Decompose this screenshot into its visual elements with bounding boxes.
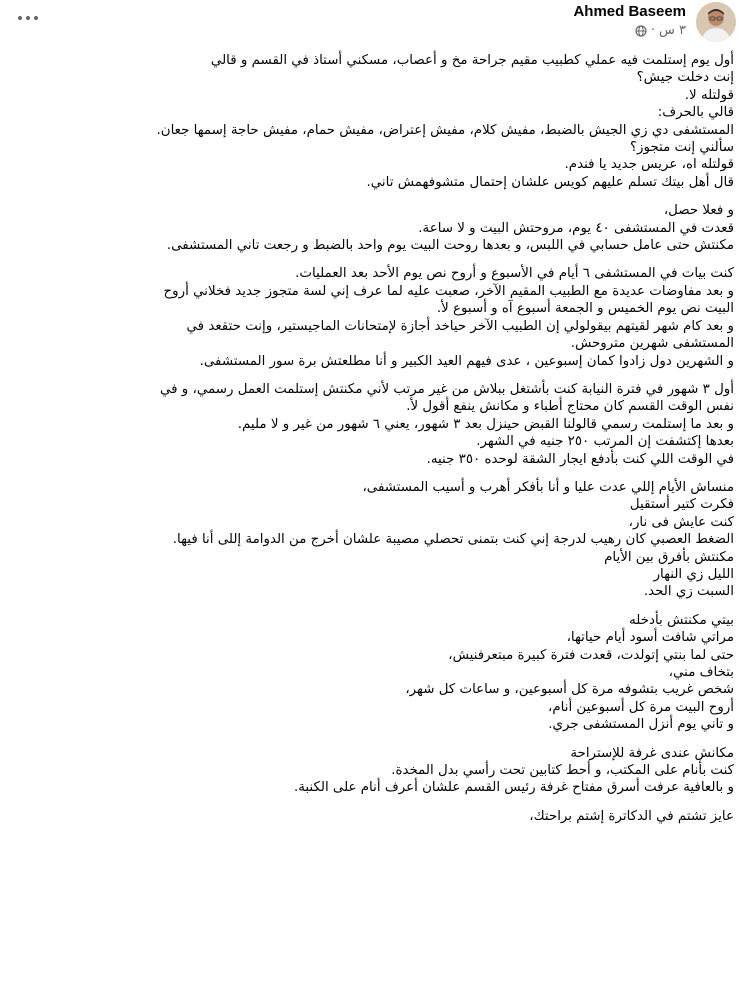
globe-icon[interactable] (635, 25, 647, 37)
author-name[interactable]: Ahmed Baseem (573, 3, 686, 20)
post-text-line: مراتي شافت أسود أيام حياتها، (566, 630, 734, 646)
post-text-line: قعدت في المستشفى ٤٠ يوم، مروحتش البيت و لا ساعة. (418, 220, 734, 236)
post-paragraph (18, 745, 734, 797)
post-text-line: حتى لما بنتي إتولدت، قعدت فترة كبيرة مبتعرفنيش، (448, 647, 734, 663)
avatar-image (696, 2, 736, 42)
more-options-icon-dot (26, 16, 30, 20)
post-text-line: قولتله اه، عريس جديد يا فندم. (564, 157, 734, 173)
post-paragraph (18, 265, 734, 369)
post-text-line: و الشهرين دول زادوا كمان إسبوعين ، عدى فيهم العيد الكبير و أنا مطلعتش برة سور المستشفى. (199, 353, 734, 369)
post-paragraph (18, 381, 734, 468)
more-options-icon-dot (34, 16, 38, 20)
post-text-line: كنت بيات في المستشفى ٦ أيام في الأسبوع و أروح نص يوم الأحد بعد العمليات. (295, 266, 734, 282)
post-text-line: الليل زي النهار (653, 566, 734, 582)
post-text-line: المستشفى شهرين متروحش. (570, 336, 734, 352)
post-text-line: عايز تشتم في الدكاترة إشتم براحتك، (529, 808, 734, 824)
post-text-line: أروح البيت مرة كل أسبوعين أنام، (548, 699, 734, 715)
post-text-line: منساش الأيام إللي عدت عليا و أنا بأفكر أهرب و أسيب المستشفى، (362, 479, 734, 495)
more-options-button[interactable] (14, 8, 42, 28)
post-text-line: بتخاف مني، (668, 665, 734, 680)
post-text-line: و فعلا حصل، (663, 203, 734, 219)
post-paragraph (18, 612, 734, 734)
post-text-line: مكنتش حتى عامل حسابي في اللبس، و بعدها روحت البيت يوم واحد بالضبط و رجعت تاني المستشفى. (166, 238, 734, 254)
post-text-line: البيت نص يوم الخميس و الجمعة أسبوع آه و أسبوع لأ. (436, 301, 734, 317)
post-text-line: و بعد كام شهر لقيتهم بيقولولي إن الطبيب الآخر حياخد أجازة لإمتحانات الماجيستير، وإنت حتقعد في (186, 318, 734, 334)
post-text-line: و بعد ما إستلمت رسمي قالولنا القبض حينزل بعد ٣ شهور، يعني ٦ شهور من غير و لا مليم. (237, 416, 734, 432)
post-text-line: كنت بأنام على المكتب، و أحط كتابين تحت رأسي بدل المخدة. (391, 763, 734, 779)
post-text-line: مكنتش بأفرق بين الأيام (604, 549, 734, 565)
post-paragraph (18, 808, 734, 825)
post-text-line: قولتله لا. (684, 87, 734, 103)
post-text-line: و بالعافية عرفت أسرق مفتاح غرفة رئيس القسم علشان أعرف أنام على الكنبة. (293, 780, 734, 796)
post-time[interactable]: ٣ س (659, 23, 686, 38)
post-text-line: بيتي مكنتش بأدخله (629, 612, 734, 628)
post-text-line: في الوقت اللي كنت بأدفع ايجار الشقة لوحده ٣٥٠ جنيه. (426, 451, 734, 467)
post-text-line: فكرت كتير أستقيل (629, 497, 734, 513)
post-text-line: بعدها إكتشفت إن المرتب ٢٥٠ جنيه في الشهر. (476, 434, 734, 450)
post-text-line: الضغط العصبي كان رهيب لدرجة إني كنت بتمنى تحصلي مصيبة علشان أخرج من الدوامة إللى أنا فيها. (172, 532, 734, 548)
post-text-line: قالي بالحرف: (657, 105, 734, 121)
post-text (18, 52, 734, 836)
avatar[interactable] (696, 2, 736, 42)
post-text-line: المستشفى دي زي الجيش بالضبط، مفيش كلام، مفيش إعتراض، مفيش حمام، مفيش حاجة إسمها جعان. (156, 122, 734, 138)
post-text-line: شخص غريب بتشوفه مرة كل أسبوعين، و ساعات كل شهر، (405, 682, 734, 698)
post-text-line: مكانش عندى غرفة للإستراحة (570, 745, 734, 761)
post-text-line: و تاني يوم أنزل المستشفى جري. (548, 717, 734, 733)
meta-separator: · (650, 23, 655, 38)
post-meta (573, 23, 686, 39)
post-text-line: كنت عايش فى نار، (628, 514, 734, 530)
more-options-icon (18, 16, 22, 20)
post-text-line: قال أهل بيتك تسلم عليهم كويس علشان إحتمال متشوفهمش تاني. (366, 174, 734, 190)
post-header (0, 0, 750, 48)
post-text-line: السبت زي الحد. (643, 584, 734, 600)
author-info (573, 3, 686, 39)
post-paragraph (18, 52, 734, 191)
post-text-line: أول ٣ شهور في فترة النيابة كنت بأشتغل ببلاش من غير مرتب لأني مكنتش إستلمت العمل رسمي، و في (159, 381, 734, 397)
post-paragraph (18, 479, 734, 601)
post-text-line: سألني إنت متجوز؟ (629, 140, 734, 156)
post-text-line: إنت دخلت جيش؟ (636, 70, 734, 86)
post-text-line: و بعد مفاوضات عديدة مع الطبيب المقيم الآخر، صعبت عليه لما عرف إني لسة متجوز جديد فخلاني أروح (163, 283, 734, 299)
post-text-line: نفس الوقت القسم كان محتاج أطباء و مكانش ينفع أقول لأ. (406, 399, 734, 415)
post-paragraph (18, 202, 734, 254)
post-text-line: أول يوم إستلمت فيه عملي كطبيب مقيم جراحة مخ و أعصاب، مسكني أستاذ في القسم و قالي (210, 53, 734, 68)
